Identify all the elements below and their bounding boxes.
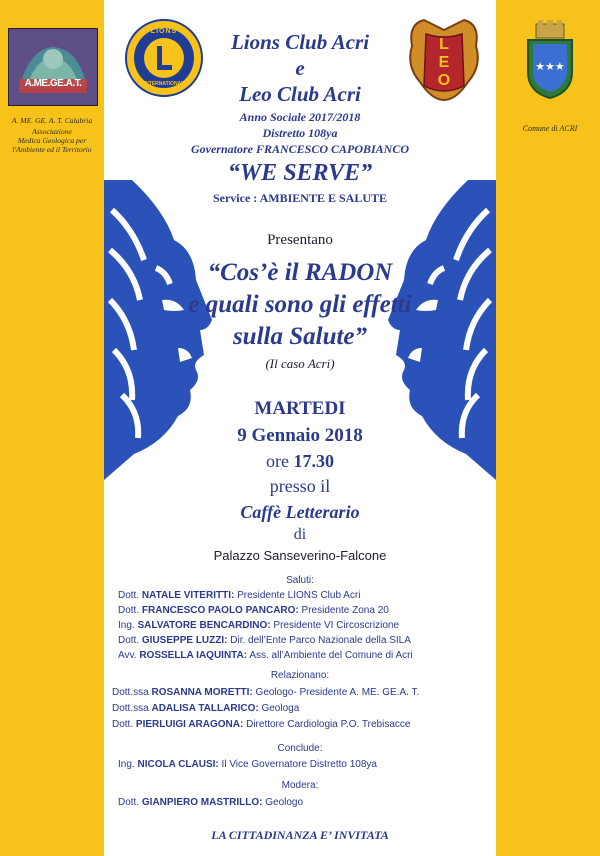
header-lions-club: Lions Club Acri <box>230 30 370 54</box>
event-subtitle: (Il caso Acri) <box>265 356 335 371</box>
amegeat-desc-2: Medica Geologica per <box>17 136 87 145</box>
header-distretto: Distretto 108ya <box>262 126 338 140</box>
header-service: Service : AMBIENTE E SALUTE <box>212 191 387 205</box>
relazionano-item: Dott.ssa ADALISA TALLARICO: Geologa <box>112 703 300 714</box>
amegeat-desc-3: l'Ambiente ed il Territorio <box>12 145 92 154</box>
saluti-item: Ing. SALVATORE BENCARDINO: Presidente VI Circoscrizione <box>118 620 400 631</box>
header-anno-sociale: Anno Sociale 2017/2018 <box>239 110 361 124</box>
event-day: MARTEDI <box>254 398 346 419</box>
event-date: 9 Gennaio 2018 <box>237 425 363 446</box>
amegeat-badge-text: A.ME.GE.A.T. <box>24 78 82 89</box>
acri-caption: Comune di ACRI <box>522 124 578 133</box>
event-palazzo: Palazzo Sanseverino-Falcone <box>213 548 387 563</box>
event-title-line-1: “Cos’è il RADON <box>207 259 393 286</box>
svg-text:★★★: ★★★ <box>535 60 565 73</box>
leo-letter-l: L <box>439 36 449 53</box>
event-time-value: 17.30 <box>293 451 334 471</box>
header-and: e <box>295 56 305 80</box>
lions-logo-top: LIONS <box>150 28 178 35</box>
section-relazionano: Relazionano: <box>270 670 330 681</box>
event-time <box>0 451 600 472</box>
event-di: di <box>293 526 307 543</box>
saluti-item: Dott. GIUSEPPE LUZZI: Dir. dell’Ente Parco Nazionale della SILA <box>118 635 411 646</box>
relazionano-item: Dott.ssa ROSANNA MORETTI: Geologo- Presidente A. ME. GE.A. T. <box>112 687 420 698</box>
saluti-item: Avv. ROSSELLA IAQUINTA: Ass. all’Ambiente del Comune di Acri <box>118 650 413 661</box>
presentano-label: Presentano <box>267 232 333 248</box>
event-title-line-3: sulla Salute” <box>232 323 368 350</box>
event-title-line-2: e quali sono gli effetti <box>188 291 412 318</box>
leo-letter-e: E <box>438 54 450 71</box>
header-governatore: Governatore FRANCESCO CAPOBIANCO <box>190 142 410 156</box>
modera-item: Dott. GIANPIERO MASTRILLO: Geologo <box>118 797 304 808</box>
event-presso: presso il <box>269 476 331 496</box>
section-conclude: Conclude: <box>277 743 323 754</box>
amegeat-desc-1: Associazione <box>32 127 72 136</box>
header-leo-club: Leo Club Acri <box>239 82 361 106</box>
lions-logo-bottom: INTERNATIONAL <box>143 81 185 87</box>
event-venue: Caffè Letterario <box>240 502 360 522</box>
conclude-item: Ing. NICOLA CLAUSI: Il Vice Governatore Distretto 108ya <box>118 759 377 770</box>
saluti-item: Dott. FRANCESCO PAOLO PANCARO: Presidente Zona 20 <box>118 605 389 616</box>
footer-invitation: LA CITTADINANZA E’ INVITATA <box>211 828 389 842</box>
relazionano-item: Dott. PIERLUIGI ARAGONA: Direttore Cardiologia P.O. Trebisacce <box>112 719 411 730</box>
saluti-item: Dott. NATALE VITERITTI: Presidente LIONS Club Acri <box>118 590 361 601</box>
event-time-prefix: ore <box>266 451 294 471</box>
section-modera: Modera: <box>281 780 319 791</box>
section-saluti: Saluti: <box>286 575 314 586</box>
header-motto: “WE SERVE” <box>227 160 373 186</box>
amegeat-label: A. ME. GE. A. T. Calabria <box>11 116 93 125</box>
leo-letter-o: O <box>437 72 451 89</box>
